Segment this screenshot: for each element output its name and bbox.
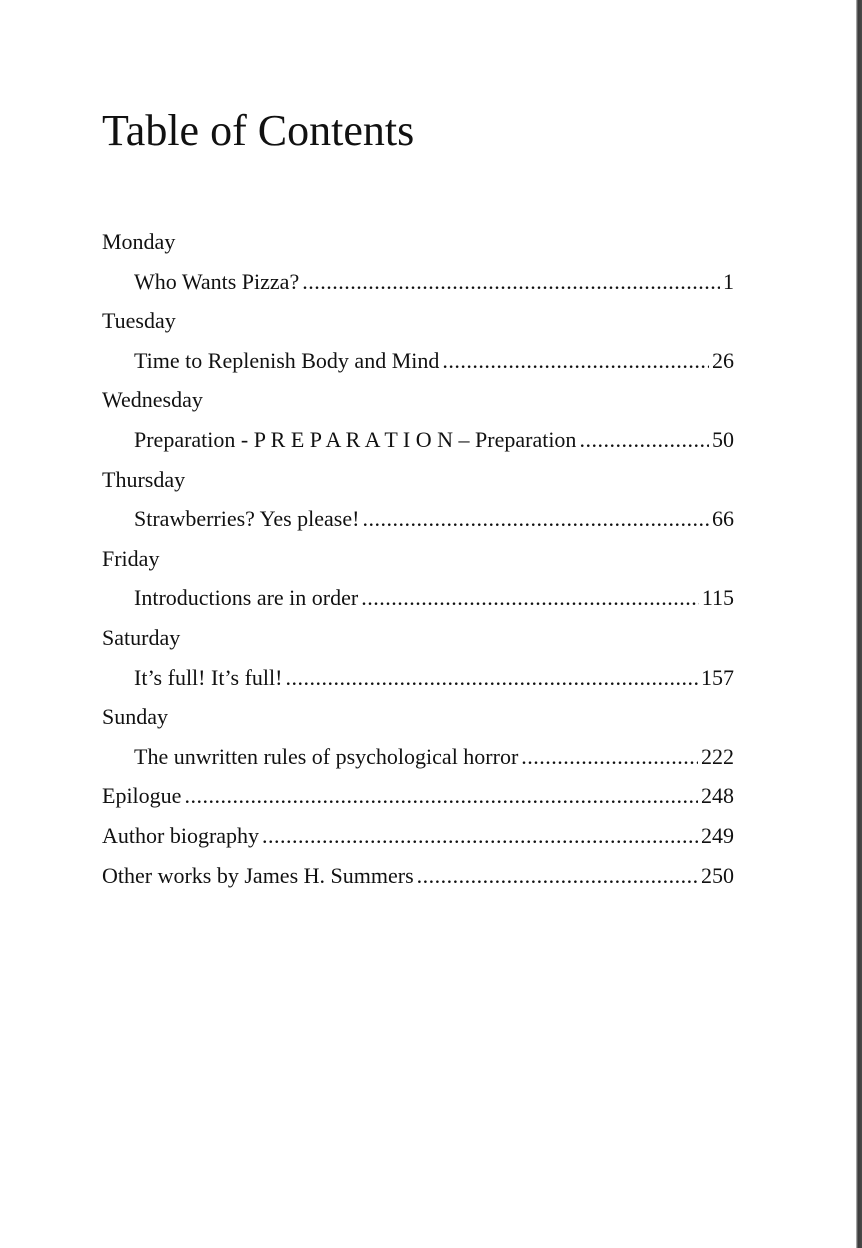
toc-section-heading-sunday: Sunday (102, 704, 168, 730)
toc-entry-page-number: 50 (712, 426, 734, 452)
toc-entry-page-number: 222 (701, 743, 734, 769)
toc-entry-epilogue[interactable] (102, 776, 734, 816)
dot-leader (262, 816, 698, 856)
dot-leader (361, 578, 699, 618)
toc-section-heading-saturday: Saturday (102, 624, 181, 650)
toc-entry-page-number: 115 (701, 585, 734, 611)
page-title: Table of Contents (102, 106, 415, 155)
toc-entry-page-number: 249 (701, 822, 734, 848)
toc-entry-monday[interactable] (102, 262, 734, 302)
toc-entry-label: Introductions are in order (134, 585, 359, 611)
toc-entry-page-number: 66 (712, 506, 734, 532)
toc-entry-label: Time to Replenish Body and Mind (134, 347, 440, 373)
toc-entry-label: Preparation - P R E P A R A T I O N – Preparation (134, 426, 577, 452)
toc-entry-page-number: 26 (712, 347, 734, 373)
page-edge-shadow (856, 0, 862, 1248)
dot-leader (362, 499, 709, 539)
toc-entry-page-number: 1 (723, 268, 734, 294)
toc-entry-label: The unwritten rules of psychological horror (134, 743, 519, 769)
toc-section-heading-thursday: Thursday (102, 466, 186, 492)
toc-section-heading-wednesday: Wednesday (102, 387, 203, 413)
toc-entry-label: Author biography (102, 822, 260, 848)
toc-entry-tuesday[interactable] (102, 341, 734, 381)
dot-leader (521, 737, 698, 777)
toc-entry-saturday[interactable] (102, 658, 734, 698)
table-of-contents (102, 222, 734, 895)
dot-leader (442, 341, 709, 381)
toc-entry-label: Other works by James H. Summers (102, 862, 414, 888)
toc-entry-label: Strawberries? Yes please! (134, 506, 360, 532)
toc-section-heading-monday: Monday (102, 229, 176, 254)
dot-leader (417, 856, 698, 896)
dot-leader (184, 776, 698, 816)
toc-entry-page-number: 250 (701, 862, 734, 888)
dot-leader (302, 262, 720, 302)
toc-entry-label: Who Wants Pizza? (134, 268, 300, 294)
toc-entry-other-works[interactable] (102, 856, 734, 896)
toc-entry-wednesday[interactable] (102, 420, 734, 460)
dot-leader (285, 658, 698, 698)
toc-entry-friday[interactable] (102, 578, 734, 618)
toc-entry-author-biography[interactable] (102, 816, 734, 856)
toc-section-heading-tuesday: Tuesday (102, 308, 176, 334)
toc-entry-page-number: 248 (701, 783, 734, 809)
toc-section-heading-friday: Friday (102, 545, 160, 571)
toc-entry-label: It’s full! It’s full! (134, 664, 283, 690)
toc-entry-label: Epilogue (102, 783, 182, 809)
dot-leader (579, 420, 709, 460)
toc-entry-page-number: 157 (701, 664, 734, 690)
toc-entry-thursday[interactable] (102, 499, 734, 539)
toc-entry-sunday[interactable] (102, 737, 734, 777)
